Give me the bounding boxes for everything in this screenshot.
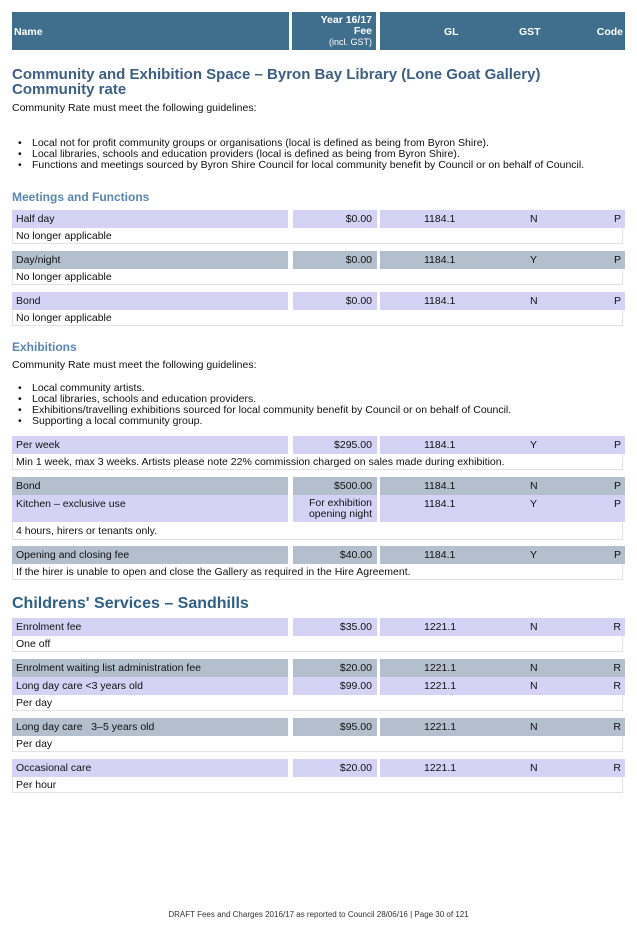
row-name: Long day care <3 years old bbox=[12, 677, 288, 695]
table-header bbox=[12, 12, 625, 50]
row-code: R bbox=[613, 662, 621, 674]
meetings-heading: Meetings and Functions bbox=[12, 190, 150, 204]
row-gl: 1221.1 bbox=[424, 621, 457, 633]
table-row bbox=[12, 495, 625, 522]
row-gl: 1184.1 bbox=[424, 439, 456, 451]
header-name-cell bbox=[12, 12, 289, 50]
row-name: Enrolment waiting list administration fee bbox=[12, 659, 288, 677]
exhibitions-guidelines-list bbox=[0, 383, 617, 427]
row-note: 4 hours, hirers or tenants only. bbox=[12, 522, 623, 540]
row-gl: 1184.1 bbox=[424, 213, 456, 225]
row-gl: 1184.1 bbox=[424, 254, 456, 266]
list-item: • Local libraries, schools and education providers. bbox=[32, 394, 617, 405]
row-fee: $0.00 bbox=[293, 251, 377, 269]
row-gst: N bbox=[530, 680, 538, 692]
row-gst: N bbox=[530, 662, 538, 674]
row-gl: 1221.1 bbox=[424, 721, 457, 733]
row-gl: 1221.1 bbox=[424, 662, 457, 674]
row-name: Enrolment fee bbox=[12, 618, 288, 636]
table-row bbox=[12, 659, 625, 677]
row-fee: $35.00 bbox=[293, 618, 377, 636]
row-gst: Y bbox=[530, 254, 538, 266]
row-gst: N bbox=[530, 213, 538, 225]
row-name: Kitchen – exclusive use bbox=[12, 495, 288, 522]
table-row bbox=[12, 210, 625, 228]
header-fee-cell bbox=[292, 12, 376, 50]
list-item: • Local libraries, schools and education providers (local is defined as being from Byron Shire). bbox=[32, 149, 617, 160]
row-note: Per day bbox=[12, 695, 623, 711]
table-row bbox=[12, 618, 625, 636]
row-note: No longer applicable bbox=[12, 310, 623, 326]
page-footer: DRAFT Fees and Charges 2016/17 as reported to Council 28/06/16 | Page 30 of 121 bbox=[168, 910, 469, 919]
row-code: R bbox=[613, 621, 621, 633]
row-code: P bbox=[613, 439, 621, 451]
row-note: Min 1 week, max 3 weeks. Artists please note 22% commission charged on sales made during exhibition. bbox=[12, 454, 623, 470]
section-subtitle: Community rate bbox=[12, 81, 127, 98]
row-fee bbox=[293, 495, 377, 522]
row-gst: N bbox=[530, 721, 538, 733]
row-name: Long day care 3–5 years old bbox=[12, 718, 288, 736]
header-gst: GST bbox=[519, 26, 541, 38]
table-row bbox=[12, 718, 625, 736]
row-gst: Y bbox=[530, 498, 538, 510]
row-code: R bbox=[613, 762, 621, 774]
list-item: • Functions and meetings sourced by Byron Shire Council for local community benefit by Council or on behalf of Council. bbox=[32, 160, 617, 171]
row-fee: $20.00 bbox=[293, 759, 377, 777]
row-name: Per week bbox=[12, 436, 288, 454]
row-gst: N bbox=[530, 621, 538, 633]
row-name: Bond bbox=[12, 477, 288, 495]
row-fee: $0.00 bbox=[293, 292, 377, 310]
row-name: Opening and closing fee bbox=[12, 546, 288, 564]
table-row bbox=[12, 546, 625, 564]
row-name: Half day bbox=[12, 210, 288, 228]
header-fee-label: Fee bbox=[353, 25, 372, 37]
row-note: Per hour bbox=[12, 777, 623, 793]
row-gst: N bbox=[530, 295, 538, 307]
row-note: One off bbox=[12, 636, 623, 652]
row-fee: $95.00 bbox=[293, 718, 377, 736]
row-gl: 1184.1 bbox=[424, 480, 456, 492]
row-code: P bbox=[613, 295, 621, 307]
row-gl: 1184.1 bbox=[424, 498, 456, 510]
row-note: No longer applicable bbox=[12, 269, 623, 285]
row-gl: 1221.1 bbox=[424, 680, 457, 692]
exhibitions-heading: Exhibitions bbox=[12, 340, 77, 354]
section-title: Community and Exhibition Space – Byron Bay Library (Lone Goat Gallery) bbox=[12, 66, 541, 83]
row-fee: $295.00 bbox=[293, 436, 377, 454]
table-row bbox=[12, 436, 625, 454]
header-code: Code bbox=[596, 26, 623, 38]
header-gl: GL bbox=[444, 26, 459, 38]
row-name: Day/night bbox=[12, 251, 288, 269]
section-title-childrens: Childrens' Services – Sandhills bbox=[12, 595, 249, 612]
table-row bbox=[12, 292, 625, 310]
row-gl: 1184.1 bbox=[424, 549, 456, 561]
row-code: P bbox=[613, 213, 621, 225]
row-code: P bbox=[613, 498, 621, 510]
row-code: P bbox=[613, 480, 621, 492]
row-code: P bbox=[613, 549, 621, 561]
guidelines-list bbox=[0, 138, 617, 171]
row-fee-line1: For exhibition bbox=[308, 497, 372, 509]
row-gst: Y bbox=[530, 439, 538, 451]
list-item: • Local not for profit community groups or organisations (local is defined as being from Byron Shire). bbox=[32, 138, 617, 149]
row-code: P bbox=[613, 254, 621, 266]
table-row bbox=[12, 677, 625, 695]
row-note: If the hirer is unable to open and close the Gallery as required in the Hire Agreement. bbox=[12, 564, 623, 580]
row-name: Bond bbox=[12, 292, 288, 310]
row-code: R bbox=[613, 680, 621, 692]
table-row bbox=[12, 477, 625, 495]
list-item: • Supporting a local community group. bbox=[32, 416, 617, 427]
row-fee: $0.00 bbox=[293, 210, 377, 228]
guidelines-intro: Community Rate must meet the following guidelines: bbox=[12, 102, 257, 114]
header-codes-cell bbox=[380, 12, 625, 50]
row-name: Occasional care bbox=[12, 759, 288, 777]
header-name: Name bbox=[14, 26, 43, 38]
row-fee: $40.00 bbox=[293, 546, 377, 564]
row-gl: 1184.1 bbox=[424, 295, 456, 307]
row-gst: Y bbox=[530, 549, 538, 561]
header-fee-gst: (incl. GST) bbox=[328, 37, 372, 47]
list-item: • Exhibitions/travelling exhibitions sourced for local community benefit by Council or on behalf of Council. bbox=[32, 405, 617, 416]
row-code: R bbox=[613, 721, 621, 733]
row-note: No longer applicable bbox=[12, 228, 623, 244]
exhibitions-intro: Community Rate must meet the following guidelines: bbox=[12, 359, 257, 371]
row-gst: N bbox=[530, 480, 538, 492]
row-gst: N bbox=[530, 762, 538, 774]
row-fee: $500.00 bbox=[293, 477, 377, 495]
row-fee: $99.00 bbox=[293, 677, 377, 695]
table-row bbox=[12, 759, 625, 777]
table-row bbox=[12, 251, 625, 269]
row-fee-line2: opening night bbox=[308, 508, 372, 520]
row-note: Per day bbox=[12, 736, 623, 752]
header-fee-year: Year 16/17 bbox=[320, 14, 372, 26]
list-item: • Local community artists. bbox=[32, 383, 617, 394]
row-fee: $20.00 bbox=[293, 659, 377, 677]
row-gl: 1221.1 bbox=[424, 762, 457, 774]
